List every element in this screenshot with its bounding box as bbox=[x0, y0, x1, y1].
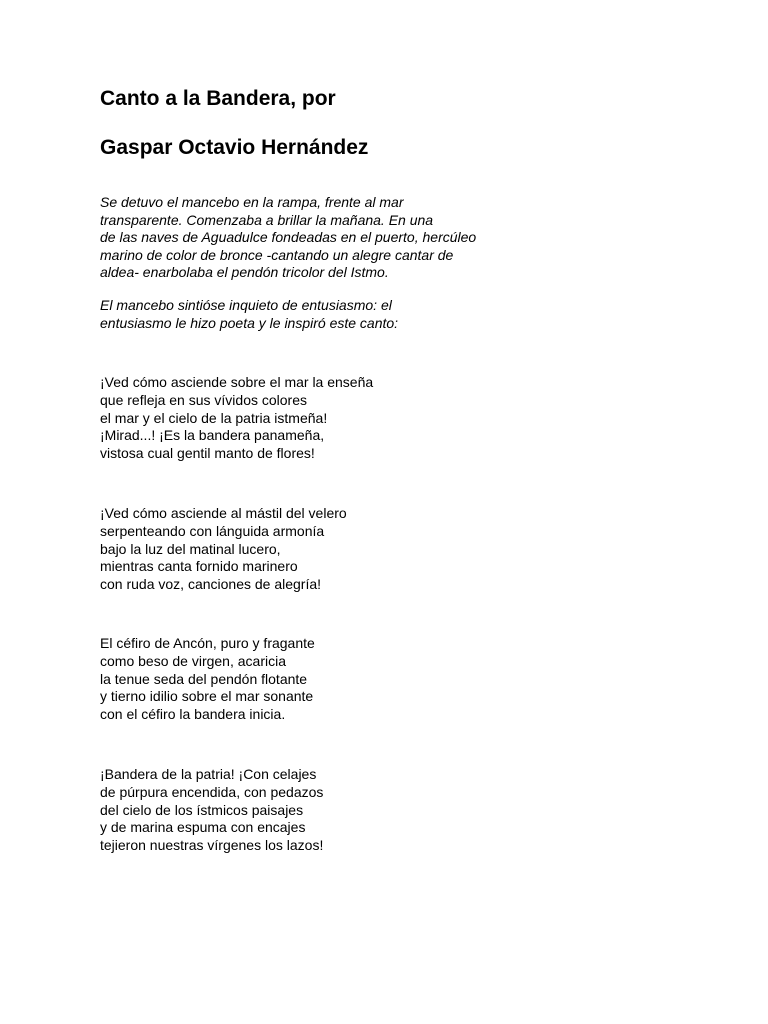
document-author: Gaspar Octavio Hernández bbox=[100, 136, 369, 159]
intro-line: Se detuvo el mancebo en la rampa, frente al mar bbox=[100, 194, 404, 210]
verse-line: serpenteando con lánguida armonía bbox=[100, 522, 325, 539]
verse-line: el mar y el cielo de la patria istmeña! bbox=[100, 409, 328, 426]
poem-stanza bbox=[100, 374, 373, 463]
intro-line: El mancebo sintióse inquieto de entusiasmo: el bbox=[100, 297, 392, 313]
intro-paragraph bbox=[100, 297, 398, 332]
intro-line: marino de color de bronce -cantando un alegre cantar de bbox=[100, 246, 454, 263]
verse-line: y de marina espuma con encajes bbox=[100, 819, 306, 836]
verse-line: mientras canta fornido marinero bbox=[100, 558, 298, 575]
document-title: Canto a la Bandera, por bbox=[100, 87, 336, 110]
intro-line: de las naves de Aguadulce fondeadas en el puerto, hercúleo bbox=[100, 229, 477, 246]
verse-line: del cielo de los ístmicos paisajes bbox=[100, 801, 304, 818]
verse-line: como beso de virgen, acaricia bbox=[100, 652, 286, 669]
verse-line: y tierno idilio sobre el mar sonante bbox=[100, 688, 314, 705]
verse-line: con ruda voz, canciones de alegría! bbox=[100, 576, 322, 593]
intro-line: aldea- enarbolaba el pendón tricolor del Istmo. bbox=[100, 264, 389, 281]
verse-line: ¡Ved cómo asciende al mástil del velero bbox=[100, 505, 347, 521]
verse-line: vistosa cual gentil manto de flores! bbox=[100, 445, 315, 462]
verse-line: ¡Ved cómo asciende sobre el mar la enseña bbox=[100, 374, 374, 390]
verse-line: con el céfiro la bandera inicia. bbox=[100, 706, 286, 723]
poem-stanza bbox=[100, 505, 347, 594]
verse-line: tejieron nuestras vírgenes los lazos! bbox=[100, 837, 324, 854]
intro-paragraph bbox=[100, 194, 476, 282]
verse-line: que refleja en sus vívidos colores bbox=[100, 391, 307, 408]
poem-stanza bbox=[100, 766, 323, 855]
verse-line: ¡Bandera de la patria! ¡Con celajes bbox=[100, 766, 317, 782]
verse-line: de púrpura encendida, con pedazos bbox=[100, 783, 324, 800]
verse-line: El céfiro de Ancón, puro y fragante bbox=[100, 635, 315, 651]
poem-stanza bbox=[100, 635, 315, 724]
verse-line: ¡Mirad...! ¡Es la bandera panameña, bbox=[100, 427, 325, 444]
intro-line: transparente. Comenzaba a brillar la mañana. En una bbox=[100, 211, 434, 228]
verse-line: bajo la luz del matinal lucero, bbox=[100, 540, 281, 557]
intro-line: entusiasmo le hizo poeta y le inspiró este canto: bbox=[100, 314, 399, 331]
verse-line: la tenue seda del pendón flotante bbox=[100, 670, 308, 687]
